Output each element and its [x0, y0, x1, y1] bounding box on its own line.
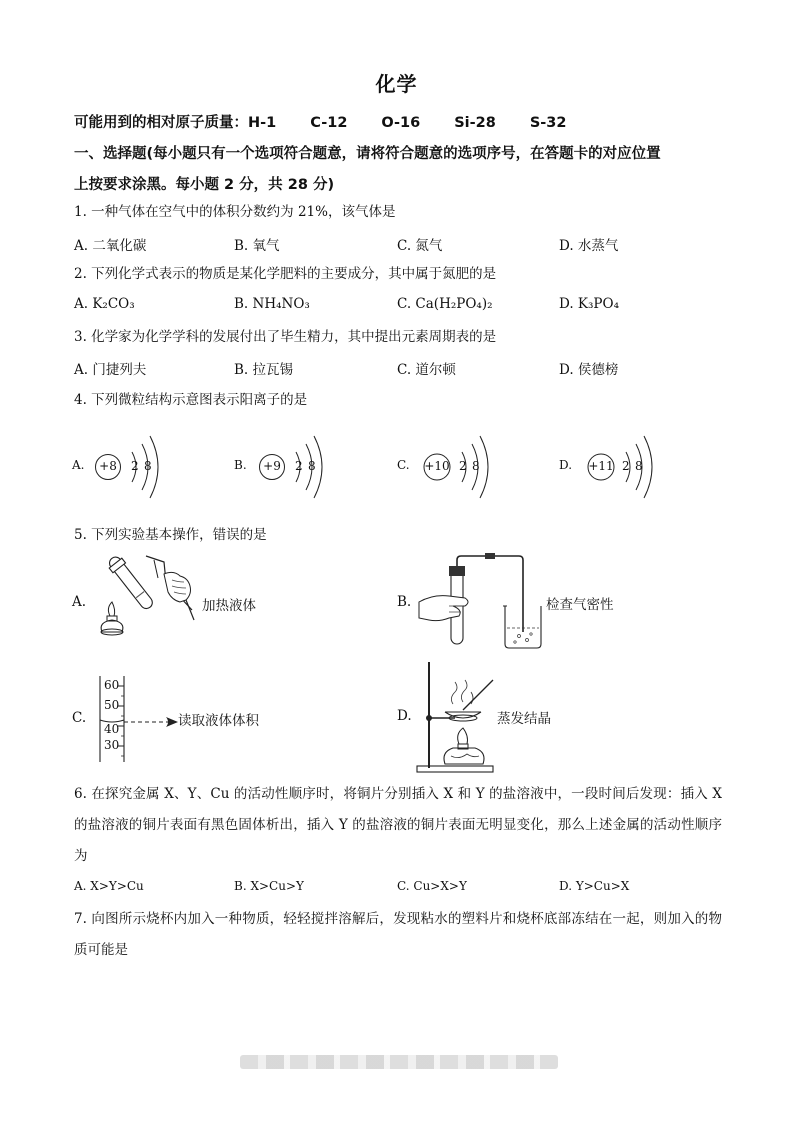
q4-d-shell-2: 8 [635, 459, 643, 473]
section-heading-line2: 上按要求涂黑。每小题 2 分，共 28 分) [74, 177, 335, 193]
q4-a-nucleus: +8 [99, 459, 117, 473]
atomic-mass-s: S-32 [529, 115, 567, 131]
q5-option-d[interactable] [397, 660, 617, 776]
q2-stem: 2. 下列化学式表示的物质是某化学肥料的主要成分，其中属于氮肥的是 [74, 266, 497, 282]
q1-option-d[interactable]: D. 水蒸气 [559, 238, 619, 254]
q6-stem: 6. 在探究金属 X、Y、Cu 的活动性顺序时，将铜片分别插入 X 和 Y 的盐溶液中，一段时间后发现：插入 X 的盐溶液的铜片表面有黑色固体析出，插入 Y 的盐溶液的铜片表面无明显变化，那么上述金属的活动性顺序为 [74, 786, 722, 864]
q5-option-c-caption: 读取液体体积 [178, 713, 259, 729]
q3-stem: 3. 化学家为化学学科的发展付出了毕生精力，其中提出元素周期表的是 [74, 329, 497, 345]
q1-stem: 1. 一种气体在空气中的体积分数约为 21%，该气体是 [74, 204, 396, 220]
q4-option-a-letter: A. [72, 458, 85, 472]
q5-option-a-caption: 加热液体 [202, 598, 256, 614]
q5-option-b-caption: 检查气密性 [546, 597, 614, 613]
cylinder-tick-60: 60 [104, 678, 120, 692]
q5-stem: 5. 下列实验基本操作，错误的是 [74, 527, 267, 543]
q4-a-shell-2: 8 [144, 459, 152, 473]
q4-option-d-letter: D. [559, 458, 573, 472]
q4-d-nucleus: +11 [588, 459, 614, 473]
q2-option-b[interactable]: B. NH₄NO₃ [234, 296, 310, 312]
q3-option-d[interactable]: D. 侯德榜 [559, 362, 619, 378]
q2-option-d[interactable]: D. K₃PO₄ [559, 296, 619, 312]
cylinder-tick-30: 30 [104, 738, 120, 752]
airtightness-check-illustration [419, 556, 549, 651]
q5-option-d-caption: 蒸发结晶 [497, 711, 551, 727]
q7-stem: 7. 向图所示烧杯内加入一种物质，轻轻搅拌溶解后，发现粘水的塑料片和烧杯底部冻结在一起，则加入的物质可能是 [74, 911, 722, 958]
q3-option-c[interactable]: C. 道尔顿 [397, 362, 456, 378]
cylinder-tick-50: 50 [104, 698, 120, 712]
q4-option-b-letter: B. [234, 458, 247, 472]
q5-option-c-letter: C. [72, 710, 87, 726]
evaporation-apparatus-illustration [415, 660, 505, 776]
q4-c-nucleus: +10 [424, 459, 450, 473]
q1-option-a[interactable]: A. 二氧化碳 [74, 238, 147, 254]
page-title: 化学 [375, 72, 418, 96]
heating-liquid-illustration [94, 552, 204, 644]
atomic-mass-label: 可能用到的相对原子质量： [74, 115, 248, 131]
q4-option-b[interactable] [234, 430, 334, 500]
q6-option-a[interactable]: A. X>Y>Cu [74, 879, 144, 893]
q4-b-shell-1: 2 [295, 459, 303, 473]
section-heading-line1: 一、选择题(每小题只有一个选项符合题意，请将符合题意的选项序号，在答题卡的对应位置 [74, 146, 661, 162]
atomic-mass-c: C-12 [310, 115, 348, 131]
q4-c-shell-2: 8 [472, 459, 480, 473]
q5-option-b[interactable] [397, 556, 657, 651]
cylinder-tick-40: 40 [104, 722, 120, 736]
q4-c-shell-1: 2 [459, 459, 467, 473]
q1-option-c[interactable]: C. 氮气 [397, 238, 443, 254]
q5-option-d-letter: D. [397, 708, 412, 724]
q4-option-c-letter: C. [397, 458, 410, 472]
atomic-mass-o: O-16 [381, 115, 421, 131]
q5-option-a-letter: A. [72, 594, 87, 610]
q4-b-shell-2: 8 [308, 459, 316, 473]
atomic-mass-line [74, 111, 600, 132]
q4-d-shell-1: 2 [622, 459, 630, 473]
q5-option-b-letter: B. [397, 594, 412, 610]
q4-option-c[interactable] [397, 430, 497, 500]
q4-option-d[interactable] [559, 430, 659, 500]
q1-option-b[interactable]: B. 氧气 [234, 238, 280, 254]
q2-option-c[interactable]: C. Ca(H₂PO₄)₂ [397, 296, 493, 312]
q4-option-a[interactable] [72, 430, 172, 500]
q4-a-shell-1: 2 [131, 459, 139, 473]
q6-option-c[interactable]: C. Cu>X>Y [397, 879, 467, 893]
footer-watermark [240, 1055, 558, 1069]
q6-option-d[interactable]: D. Y>Cu>X [559, 879, 630, 893]
q4-stem: 4. 下列微粒结构示意图表示阳离子的是 [74, 392, 308, 408]
q5-option-a[interactable] [72, 552, 292, 644]
q3-option-b[interactable]: B. 拉瓦锡 [234, 362, 294, 378]
q6-option-b[interactable]: B. X>Cu>Y [234, 879, 304, 893]
atomic-mass-h: H-1 [248, 115, 277, 131]
q5-option-c[interactable] [72, 674, 302, 764]
atomic-mass-si: Si-28 [454, 115, 496, 131]
q4-b-nucleus: +9 [263, 459, 281, 473]
q3-option-a[interactable]: A. 门捷列夫 [74, 362, 147, 378]
q2-option-a[interactable]: A. K₂CO₃ [74, 296, 135, 312]
